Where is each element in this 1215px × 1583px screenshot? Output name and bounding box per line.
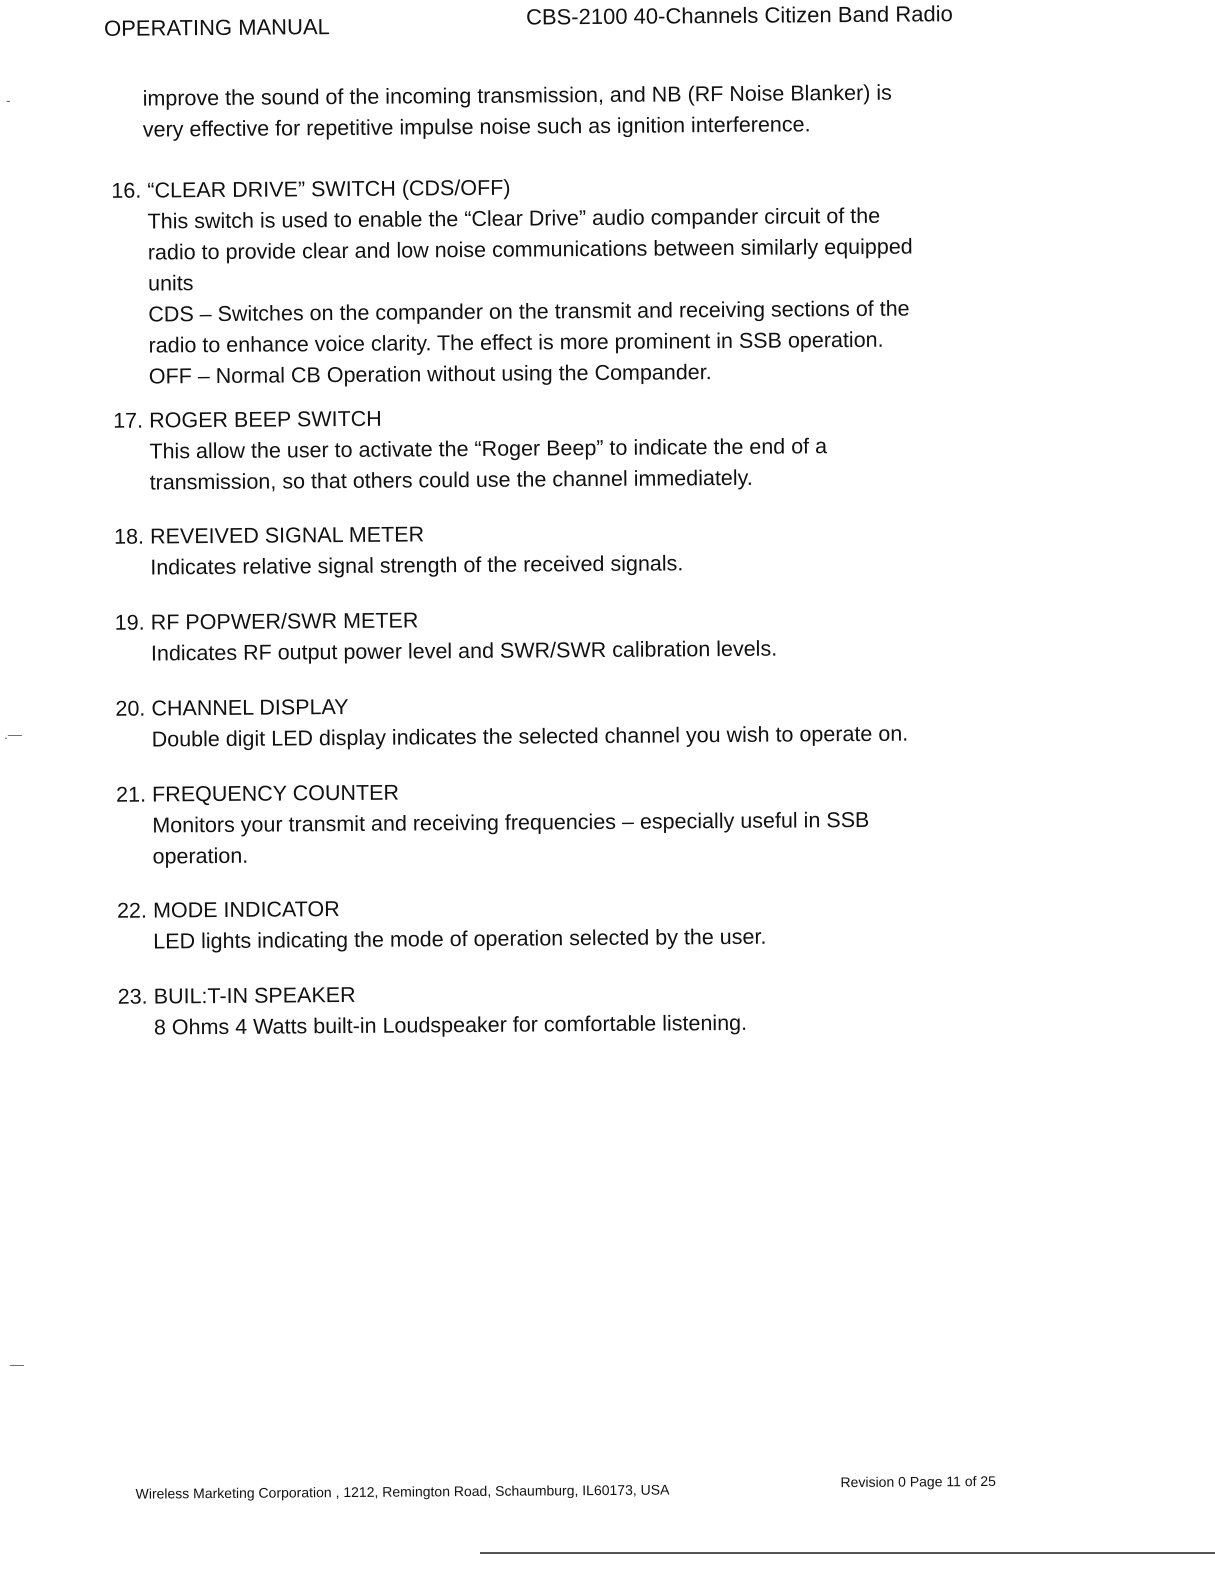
item-title: REVEIVED SIGNAL METER [149, 522, 425, 549]
item-title: ROGER BEEP SWITCH [149, 406, 382, 433]
item-number: 23. [117, 984, 148, 1009]
item-number: 20. [115, 696, 146, 721]
item-title: MODE INDICATOR [152, 897, 340, 923]
item-built-in-speaker [118, 974, 1058, 1043]
item-line: LED lights indicating the mode of operation selected by the user. [153, 924, 767, 954]
item-frequency-counter [116, 772, 1057, 872]
item-mode-indicator [117, 888, 1057, 957]
item-line: 8 Ohms 4 Watts built-in Loudspeaker for comfortable listening. [153, 1010, 748, 1040]
header-product-title: CBS-2100 40-Channels Citizen Band Radio [525, 1, 953, 30]
item-number: 22. [116, 898, 147, 923]
item-line: units [147, 271, 194, 296]
item-title: BUIL:T-IN SPEAKER [153, 982, 356, 1009]
item-line: Indicates relative signal strength of the received signals. [150, 551, 684, 580]
item-line: radio to provide clear and low noise communications between similarly equipped [147, 234, 913, 265]
scan-mark: — [10, 1356, 24, 1372]
item-number: 18. [113, 524, 145, 549]
item-line: This switch is used to enable the “Clear Drive” audio compander circuit of the [147, 203, 881, 234]
item-rf-power-swr-meter [115, 600, 1055, 669]
item-line: operation. [152, 843, 249, 869]
item-number: 21. [116, 782, 147, 807]
item-line: This allow the user to activate the “Roger Beep” to indicate the end of a [149, 434, 828, 464]
item-received-signal-meter [114, 514, 1054, 583]
header-manual-title: OPERATING MANUAL [103, 14, 330, 41]
item-roger-beep-switch [113, 398, 1054, 498]
bottom-rule [480, 1552, 1215, 1554]
scan-mark: .— [4, 726, 22, 742]
item-line: Monitors your transmit and receiving frequencies – especially useful in SSB [152, 807, 870, 838]
item-title: CHANNEL DISPLAY [151, 694, 349, 721]
intro-paragraph [143, 77, 1043, 146]
scan-mark: - [6, 92, 11, 108]
item-clear-drive-switch [111, 168, 1053, 392]
item-line: OFF – Normal CB Operation without using the Compander. [148, 360, 712, 389]
item-title: RF POPWER/SWR METER [150, 608, 419, 635]
item-channel-display [115, 686, 1055, 755]
item-number: 17. [113, 408, 144, 433]
item-line: CDS – Switches on the compander on the transmit and receiving sections of the [148, 296, 910, 327]
item-title: “CLEAR DRIVE” SWITCH (CDS/OFF) [147, 175, 511, 203]
item-number: 16. [111, 178, 142, 203]
item-line: Indicates RF output power level and SWR/SWR calibration levels. [150, 636, 778, 666]
item-line: Double digit LED display indicates the selected channel you wish to operate on. [151, 721, 909, 752]
item-line: transmission, so that others could use the channel immediately. [149, 465, 753, 495]
footer-page-number: Revision 0 Page 11 of 25 [840, 1472, 996, 1491]
item-number: 19. [114, 610, 145, 635]
footer-address: Wireless Marketing Corporation , 1212, Remington Road, Schaumburg, IL60173, USA [135, 1481, 670, 1502]
item-line: radio to enhance voice clarity. The effect is more prominent in SSB operation. [148, 327, 884, 358]
intro-line: very effective for repetitive impulse noise such as ignition interference. [142, 112, 811, 142]
intro-line: improve the sound of the incoming transmission, and NB (RF Noise Blanker) is [142, 80, 892, 111]
item-title: FREQUENCY COUNTER [152, 780, 400, 807]
